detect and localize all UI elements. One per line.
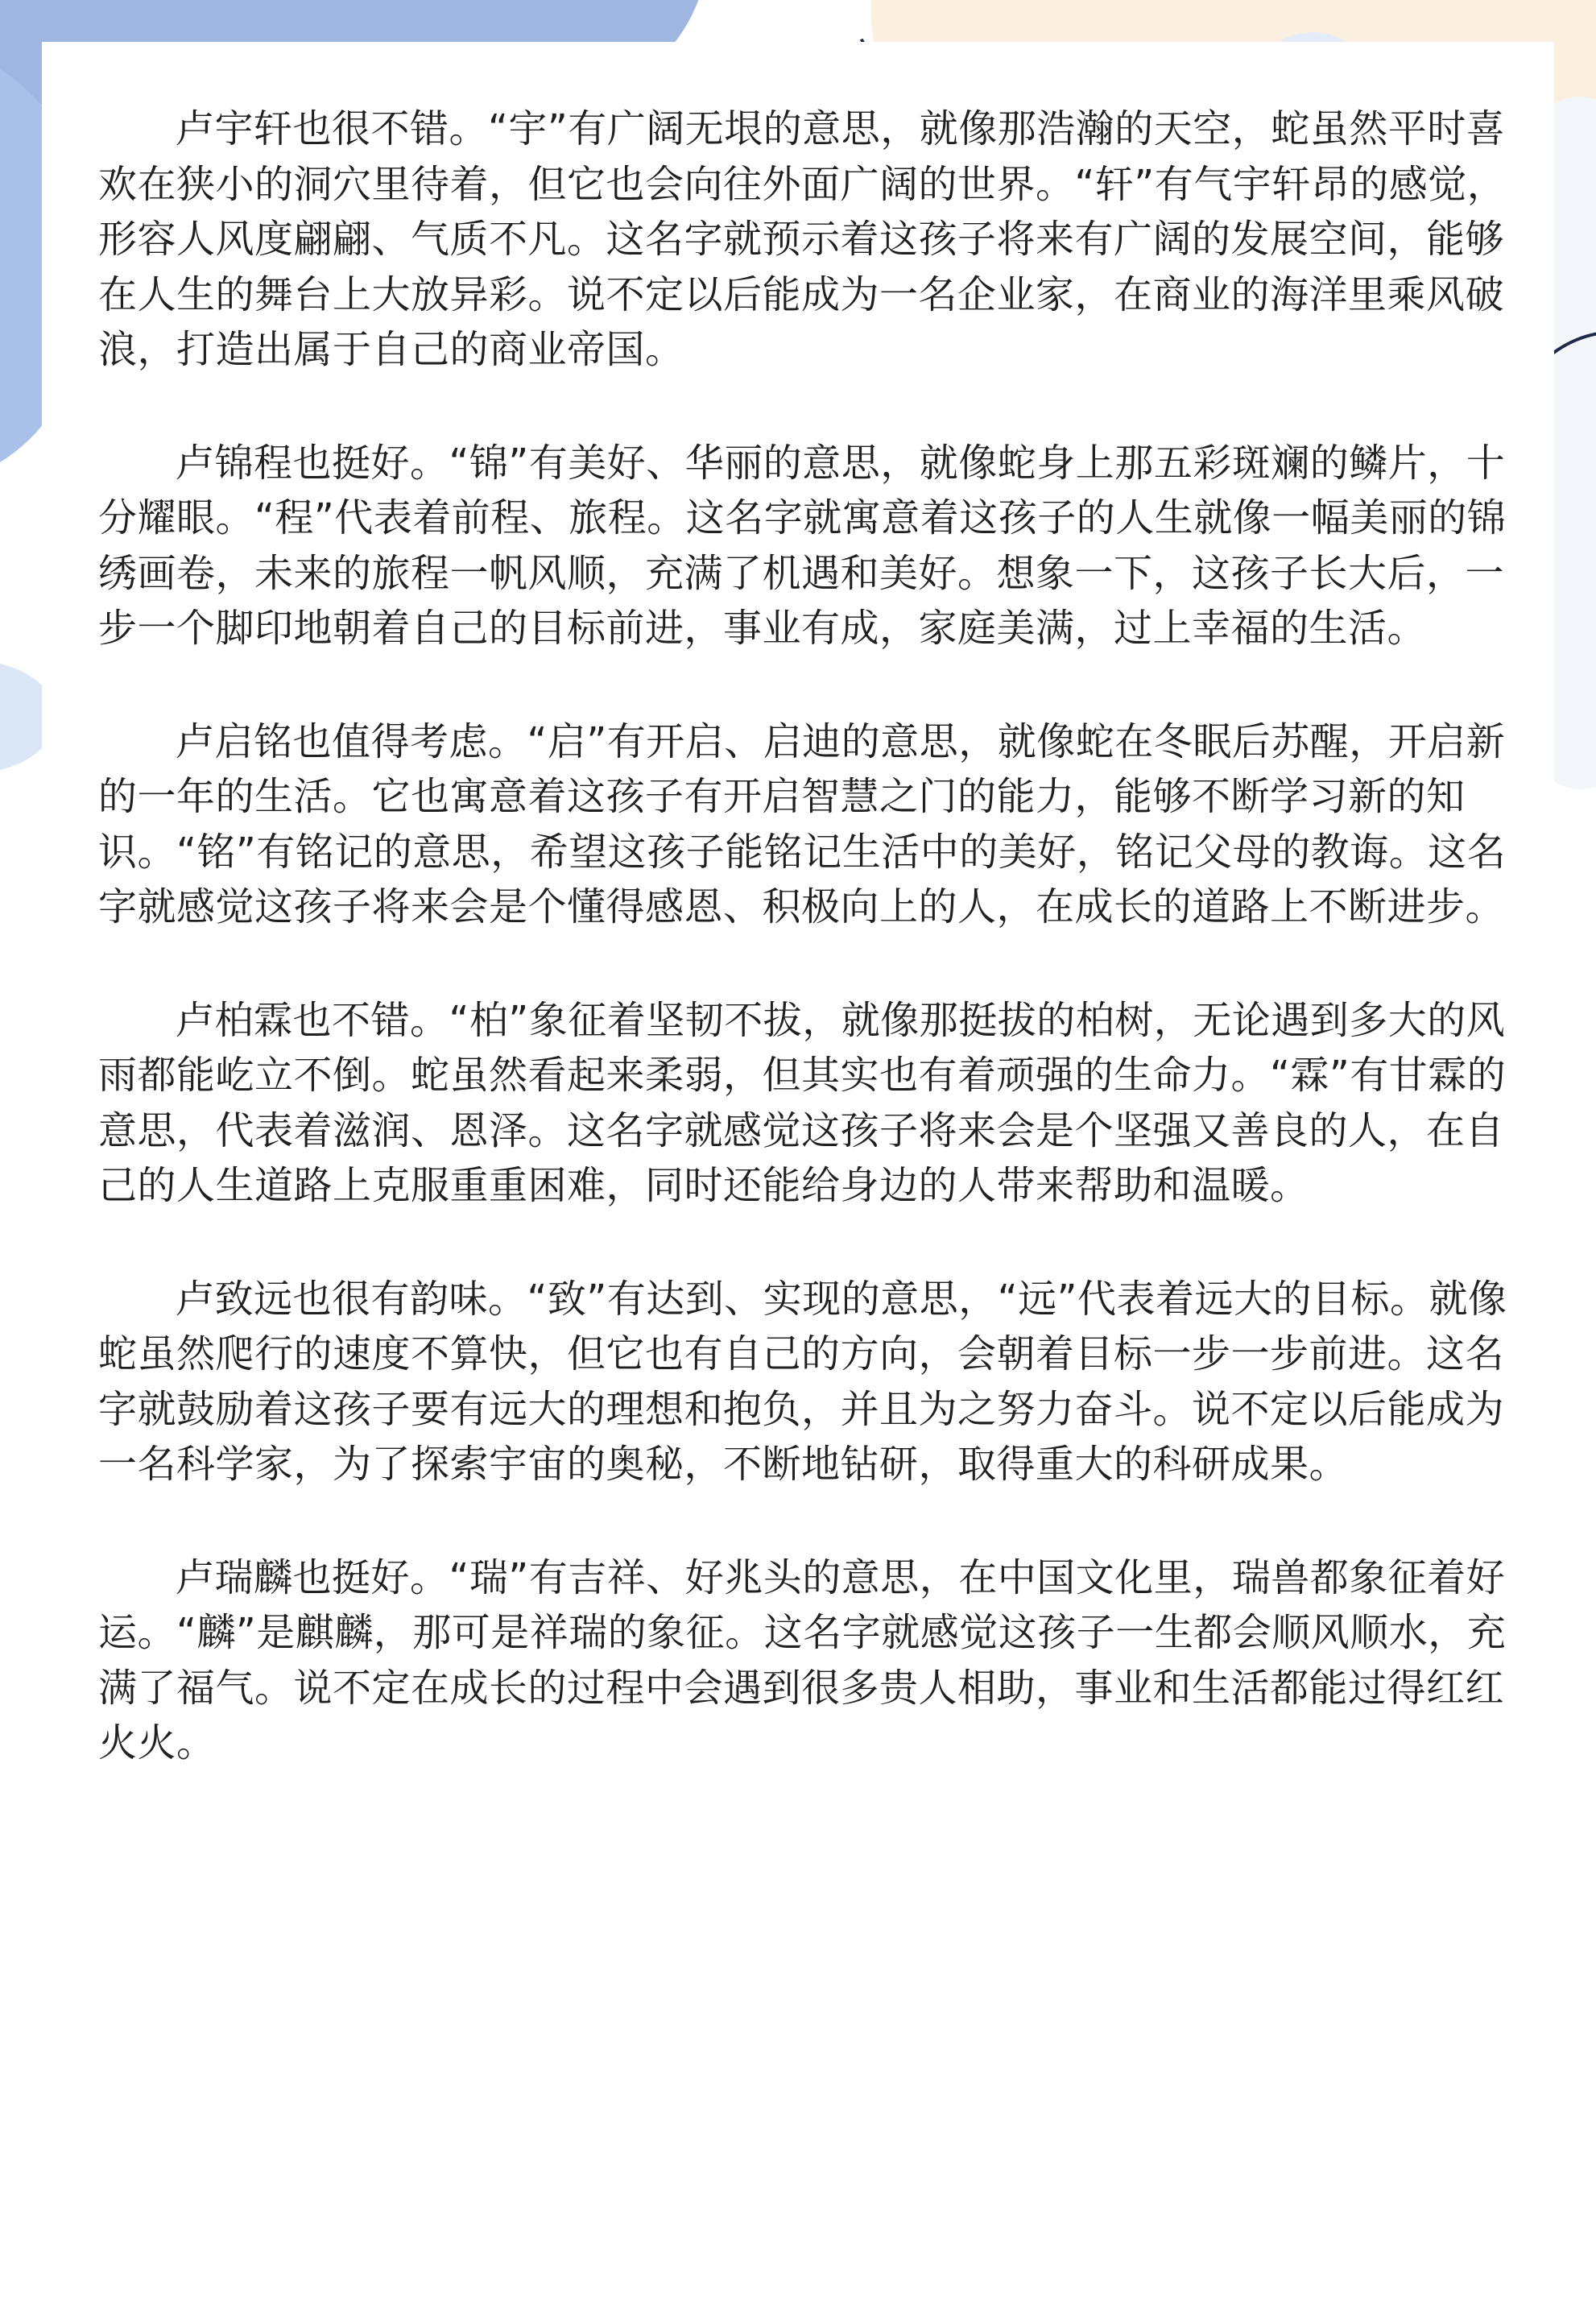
paragraph-lujincheng: 卢锦程也挺好。“锦”有美好、华丽的意思，就像蛇身上那五彩斑斓的鳞片，十分耀眼。“程”代表着前程、旅程。这名字就寓意着这孩子的人生就像一幅美丽的锦绣画卷，未来的旅程一帆风顺，充满了机遇和美好。想象一下，这孩子长大后，一步一个脚印地朝着自己的目标前进，事业有成，家庭美满，过上幸福的生活。 — [98, 440, 1507, 651]
paragraph-luzhiyuan: 卢致远也很有韵味。“致”有达到、实现的意思，“远”代表着远大的目标。就像蛇虽然爬行的速度不算快，但它也有自己的方向，会朝着目标一步一步前进。这名字就鼓励着这孩子要有远大的理想和抱负，并且为之努力奋斗。说不定以后能成为一名科学家，为了探索宇宙的奥秘，不断地钻研，取得重大的科研成果。 — [98, 1276, 1507, 1487]
paragraph-luruilin: 卢瑞麟也挺好。“瑞”有吉祥、好兆头的意思，在中国文化里，瑞兽都象征着好运。“麟”是麒麟，那可是祥瑞的象征。这名字就感觉这孩子一生都会顺风顺水，充满了福气。说不定在成长的过程中会遇到很多贵人相助，事业和生活都能过得红红火火。 — [98, 1554, 1507, 1765]
paragraph-lubailin: 卢柏霖也不错。“柏”象征着坚韧不拔，就像那挺拔的柏树，无论遇到多大的风雨都能屹立不倒。蛇虽然看起来柔弱，但其实也有着顽强的生命力。“霖”有甘霖的意思，代表着滋润、恩泽。这名字就感觉这孩子将来会是个坚强又善良的人，在自己的人生道路上克服重重困难，同时还能给身边的人带来帮助和温暖。 — [98, 997, 1507, 1208]
paragraph-luyuxuan: 卢宇轩也很不错。“宇”有广阔无垠的意思，就像那浩瀚的天空，蛇虽然平时喜欢在狭小的洞穴里待着，但它也会向往外面广阔的世界。“轩”有气宇轩昂的感觉，形容人风度翩翩、气质不凡。这名字就预示着这孩子将来有广阔的发展空间，能够在人生的舞台上大放异彩。说不定以后能成为一名企业家，在商业的海洋里乘风破浪，打造出属于自己的商业帝国。 — [98, 106, 1507, 372]
document-page — [42, 42, 1554, 2297]
paragraph-luqiming: 卢启铭也值得考虑。“启”有开启、启迪的意思，就像蛇在冬眠后苏醒，开启新的一年的生活。它也寓意着这孩子有开启智慧之门的能力，能够不断学习新的知识。“铭”有铭记的意思，希望这孩子能铭记生活中的美好，铭记父母的教诲。这名字就感觉这孩子将来会是个懂得感恩、积极向上的人，在成长的道路上不断进步。 — [98, 718, 1507, 929]
document-content — [98, 101, 1507, 1829]
